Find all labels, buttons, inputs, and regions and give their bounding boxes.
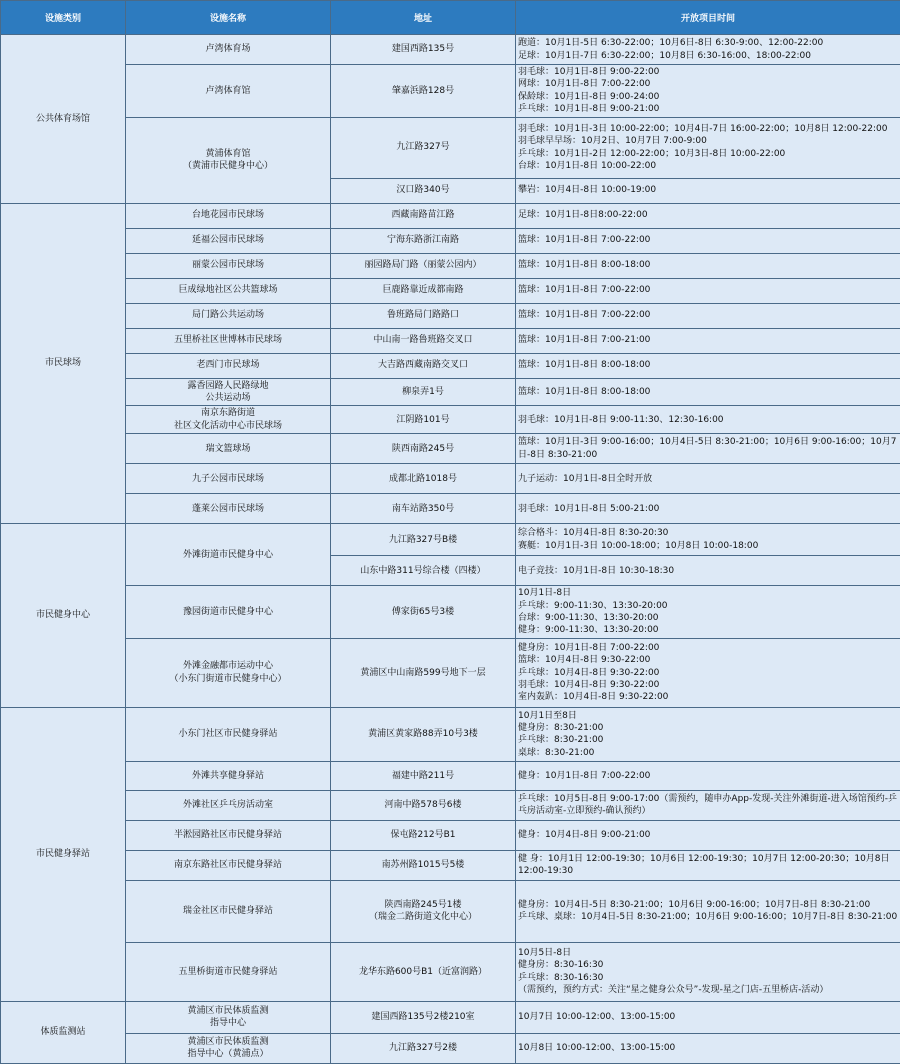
facility-hours: 羽毛球：10月1日-3日 10:00-22:00；10月4日-7日 16:00-22:00；10月8日 12:00-22:00 羽毛球早早场：10月2日、10月7日 7:00-9:00 乒乓球：10月1日-2日 12:00-22:00；10月3日-8日 10:00-22:00 台球：10月1日-8日 10:00-22:00 [516, 117, 900, 178]
facility-name: 巨成绿地社区公共篮球场 [126, 278, 331, 303]
facility-hours: 健 身：10月1日 12:00-19:30；10月6日 12:00-19:30；10月7日 12:00-20:30；10月8日 12:00-19:30 [516, 850, 900, 880]
facility-name: 黄浦体育馆 （黄浦市民健身中心） [126, 117, 331, 203]
facility-hours: 篮球：10月1日-8日 8:00-18:00 [516, 253, 900, 278]
facility-address: 宁海东路浙江南路 [331, 228, 516, 253]
table-row [1, 203, 900, 228]
facility-hours: 10月1日-8日 乒乓球：9:00-11:30、13:30-20:00 台球：9:00-11:30、13:30-20:00 健身：9:00-11:30、13:30-20:00 [516, 586, 900, 639]
facility-address: 巨鹿路靠近成都南路 [331, 278, 516, 303]
facility-name: 外滩社区乒乓房活动室 [126, 790, 331, 820]
table-row [1, 494, 900, 524]
facility-address: 南苏州路1015号5楼 [331, 850, 516, 880]
facility-address: 西藏南路苗江路 [331, 203, 516, 228]
facility-hours: 篮球：10月1日-8日 8:00-18:00 [516, 378, 900, 406]
facility-name: 露香园路人民路绿地 公共运动场 [126, 378, 331, 406]
facility-address: 傅家街65号3楼 [331, 586, 516, 639]
facility-hours: 健身房：10月4日-5日 8:30-21:00；10月6日 9:00-16:00；10月7日-8日 8:30-21:00 乒乓球、桌球：10月4日-5日 8:30-21:00；10月6日 9:00-16:00；10月7日-8日 8:30-21:00 [516, 880, 900, 942]
category-cell: 公共体育场馆 [1, 35, 126, 204]
table-row [1, 464, 900, 494]
table-row [1, 942, 900, 1001]
category-cell: 市民健身中心 [1, 524, 126, 708]
facility-address: 丽园路局门路（丽蒙公园内） [331, 253, 516, 278]
table-row [1, 353, 900, 378]
header-category: 设施类别 [1, 1, 126, 35]
facility-name: 老西门市民球场 [126, 353, 331, 378]
facility-name: 南京东路社区市民健身驿站 [126, 850, 331, 880]
facility-name: 小东门社区市民健身驿站 [126, 707, 331, 761]
facility-name: 外滩共享健身驿站 [126, 761, 331, 790]
table-row [1, 638, 900, 707]
header-hours: 开放项目时间 [516, 1, 900, 35]
facility-address: 山东中路311号综合楼（四楼） [331, 556, 516, 586]
facility-name: 丽蒙公园市民球场 [126, 253, 331, 278]
facility-hours: 羽毛球：10月1日-8日 5:00-21:00 [516, 494, 900, 524]
facility-address: 保屯路212号B1 [331, 820, 516, 850]
facility-hours: 10月5日-8日 健身房：8:30-16:30 乒乓球：8:30-16:30 （需预约，预约方式：关注“星之健身公众号”-发现-星之门店-五里桥店-活动） [516, 942, 900, 1001]
facility-name: 瑞金社区市民健身驿站 [126, 880, 331, 942]
facility-hours: 健身：10月4日-8日 9:00-21:00 [516, 820, 900, 850]
table-row [1, 790, 900, 820]
facility-address: 南车站路350号 [331, 494, 516, 524]
facility-hours: 10月8日 10:00-12:00、13:00-15:00 [516, 1033, 900, 1063]
facility-hours: 乒乓球：10月5日-8日 9:00-17:00（需预约，随申办App-发现-关注外滩街道-进入场馆预约-乒乓房活动室-立即预约-确认预约） [516, 790, 900, 820]
facility-hours: 羽毛球：10月1日-8日 9:00-11:30、12:30-16:00 [516, 406, 900, 434]
facility-address: 九江路327号B楼 [331, 524, 516, 556]
facility-hours: 攀岩：10月4日-8日 10:00-19:00 [516, 178, 900, 203]
facility-address: 九江路327号2楼 [331, 1033, 516, 1063]
facility-address: 黄浦区黄家路88弄10号3楼 [331, 707, 516, 761]
facility-address: 九江路327号 [331, 117, 516, 178]
table-row [1, 65, 900, 118]
facility-address: 陕西南路245号1楼 （瑞金二路街道文化中心） [331, 880, 516, 942]
facility-address: 中山南一路鲁班路交叉口 [331, 328, 516, 353]
table-row [1, 524, 900, 556]
facility-hours: 10月7日 10:00-12:00、13:00-15:00 [516, 1001, 900, 1033]
facility-name: 蓬莱公园市民球场 [126, 494, 331, 524]
category-cell: 市民球场 [1, 203, 126, 524]
facility-hours: 跑道：10月1日-5日 6:30-22:00；10月6日-8日 6:30-9:00、12:00-22:00 足球：10月1日-7日 6:30-22:00；10月8日 6:30-16:00、18:00-22:00 [516, 35, 900, 65]
facility-name: 半淞园路社区市民健身驿站 [126, 820, 331, 850]
facility-name: 南京东路街道 社区文化活动中心市民球场 [126, 406, 331, 434]
header-address: 地址 [331, 1, 516, 35]
table-row [1, 761, 900, 790]
facility-name: 卢湾体育馆 [126, 65, 331, 118]
facility-hours: 九子运动：10月1日-8日全时开放 [516, 464, 900, 494]
facility-address: 大吉路西藏南路交叉口 [331, 353, 516, 378]
facility-address: 陕西南路245号 [331, 434, 516, 464]
header-row [1, 1, 900, 35]
table-row [1, 117, 900, 178]
facility-address: 黄浦区中山南路599号地下一层 [331, 638, 516, 707]
facility-address: 成都北路1018号 [331, 464, 516, 494]
table-row [1, 850, 900, 880]
facility-address: 柳泉弄1号 [331, 378, 516, 406]
facility-name: 豫园街道市民健身中心 [126, 586, 331, 639]
facility-name: 五里桥社区世博林市民球场 [126, 328, 331, 353]
facility-name: 延福公园市民球场 [126, 228, 331, 253]
facility-hours: 篮球：10月1日-8日 7:00-22:00 [516, 303, 900, 328]
table-row [1, 328, 900, 353]
table-row [1, 253, 900, 278]
facility-name: 台地花园市民球场 [126, 203, 331, 228]
facility-address: 江阴路101号 [331, 406, 516, 434]
table-row [1, 880, 900, 942]
facility-name: 外滩金融都市运动中心 （小东门街道市民健身中心） [126, 638, 331, 707]
category-cell: 体质监测站 [1, 1001, 126, 1063]
category-cell: 市民健身驿站 [1, 707, 126, 1001]
facility-hours: 健身：10月1日-8日 7:00-22:00 [516, 761, 900, 790]
facility-hours: 篮球：10月1日-8日 8:00-18:00 [516, 353, 900, 378]
facility-hours: 10月1日至8日 健身房：8:30-21:00 乒乓球：8:30-21:00 桌球：8:30-21:00 [516, 707, 900, 761]
facility-address: 建国西路135号 [331, 35, 516, 65]
table-row [1, 707, 900, 761]
facility-name: 局门路公共运动场 [126, 303, 331, 328]
facility-address: 肇嘉浜路128号 [331, 65, 516, 118]
table-row [1, 586, 900, 639]
facility-hours: 健身房：10月1日-8日 7:00-22:00 篮球：10月4日-8日 9:30-22:00 乒乓球：10月4日-8日 9:30-22:00 羽毛球：10月4日-8日 9:30-22:00 室内轰趴：10月4日-8日 9:30-22:00 [516, 638, 900, 707]
facility-name: 卢湾体育场 [126, 35, 331, 65]
facility-hours: 篮球：10月1日-8日 7:00-21:00 [516, 328, 900, 353]
table-row [1, 378, 900, 406]
facility-address: 福建中路211号 [331, 761, 516, 790]
facility-hours: 篮球：10月1日-3日 9:00-16:00；10月4日-5日 8:30-21:00；10月6日 9:00-16:00；10月7日-8日 8:30-21:00 [516, 434, 900, 464]
facility-hours: 电子竞技：10月1日-8日 10:30-18:30 [516, 556, 900, 586]
facility-name: 外滩街道市民健身中心 [126, 524, 331, 586]
table-row [1, 434, 900, 464]
facility-address: 汉口路340号 [331, 178, 516, 203]
facility-hours: 足球：10月1日-8日8:00-22:00 [516, 203, 900, 228]
facility-name: 九子公园市民球场 [126, 464, 331, 494]
facility-hours: 篮球：10月1日-8日 7:00-22:00 [516, 228, 900, 253]
header-name: 设施名称 [126, 1, 331, 35]
table-row [1, 35, 900, 65]
table-row [1, 406, 900, 434]
facility-address: 鲁班路局门路路口 [331, 303, 516, 328]
facility-address: 龙华东路600号B1（近富润路） [331, 942, 516, 1001]
table-row [1, 278, 900, 303]
facility-address: 建国西路135号2楼210室 [331, 1001, 516, 1033]
facility-name: 黄浦区市民体质监测 指导中心（黄浦点） [126, 1033, 331, 1063]
facility-address: 河南中路578号6楼 [331, 790, 516, 820]
table-row [1, 1033, 900, 1063]
table-row [1, 820, 900, 850]
facility-name: 五里桥街道市民健身驿站 [126, 942, 331, 1001]
facility-name: 瑞文篮球场 [126, 434, 331, 464]
facility-hours: 羽毛球：10月1日-8日 9:00-22:00 网球：10月1日-8日 7:00-22:00 保龄球：10月1日-8日 9:00-24:00 乒乓球：10月1日-8日 9:00-21:00 [516, 65, 900, 118]
facility-name: 黄浦区市民体质监测 指导中心 [126, 1001, 331, 1033]
facility-hours: 篮球：10月1日-8日 7:00-22:00 [516, 278, 900, 303]
facility-hours: 综合格斗：10月4日-8日 8:30-20:30 赛艇：10月1日-3日 10:00-18:00；10月8日 10:00-18:00 [516, 524, 900, 556]
table-row [1, 228, 900, 253]
table-row [1, 1001, 900, 1033]
table-row [1, 303, 900, 328]
